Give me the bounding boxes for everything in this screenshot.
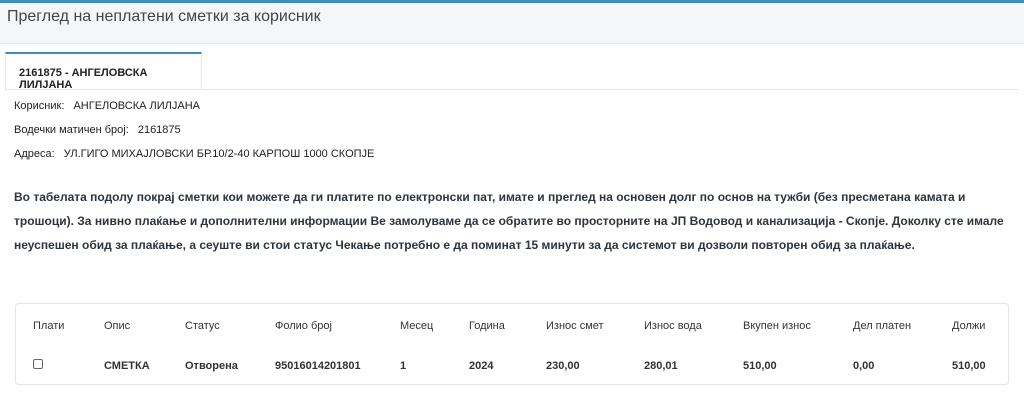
page-title: Преглед на неплатени сметки за корисник — [7, 8, 321, 25]
bills-table — [15, 303, 1009, 385]
col-header-year: Година — [469, 320, 505, 332]
col-header-paid: Дел платен — [853, 320, 912, 332]
cell-status: Отворена — [185, 360, 238, 372]
customer-address-value: УЛ.ГИГО МИХАЈЛОВСКИ БР.10/2-40 КАРПОШ 1000 СКОПЈЕ — [63, 148, 375, 160]
customer-address-label: Адреса: — [14, 148, 55, 160]
cell-desc: СМЕТКА — [104, 360, 150, 372]
cell-water: 280,01 — [644, 360, 678, 372]
cell-owed: 510,00 — [952, 360, 986, 372]
page-header — [0, 3, 1024, 44]
pay-checkbox[interactable] — [33, 359, 43, 369]
customer-name-row — [14, 100, 200, 112]
customer-address-row — [14, 148, 374, 160]
payment-notice — [14, 185, 1004, 257]
tab-customer[interactable] — [5, 52, 202, 89]
customer-name-value: АНГЕЛОВСКА ЛИЛЈАНА — [73, 100, 200, 112]
notice-line-3: неуспешен обид за плаќање, а сеуште ви стои статус Чекање потребно е да поминат 15 минути за да системот ви дозволи повторен обид за плаќање. — [14, 238, 915, 252]
col-header-owed: Должи — [952, 320, 986, 332]
cell-paid: 0,00 — [853, 360, 875, 372]
notice-line-1: Во табелата подолу покрај сметки кои можете да ги платите по електронски пат, имате и преглед на основен долг по основ на тужби (без пресметана камата и — [14, 190, 966, 204]
cell-folio: 95016014201801 — [275, 360, 361, 372]
col-header-status: Статус — [185, 320, 220, 332]
content-panel — [5, 44, 1019, 405]
col-header-folio: Фолио број — [275, 320, 332, 332]
cell-trash: 230,00 — [546, 360, 580, 372]
col-header-trash: Износ смет — [546, 320, 604, 332]
tab-bar — [5, 52, 1019, 90]
cell-month: 1 — [400, 360, 407, 372]
customer-id-row — [14, 124, 181, 136]
col-header-pay: Плати — [33, 320, 65, 332]
cell-total: 510,00 — [743, 360, 777, 372]
col-header-month: Месец — [400, 320, 434, 332]
customer-id-label: Водечки матичен број: — [14, 124, 129, 136]
col-header-water: Износ вода — [644, 320, 702, 332]
cell-year: 2024 — [469, 360, 494, 372]
tab-customer-label: 2161875 - АНГЕЛОВСКА ЛИЛЈАНА — [19, 67, 148, 91]
col-header-total: Вкупен износ — [743, 320, 811, 332]
notice-line-2: трошоци). За нивно плаќање и дополнителни информации Ве замолуваме да се обратите во просторните на ЈП Водовод и канализација - Скопје. Доколку сте имале — [14, 214, 1004, 228]
col-header-desc: Опис — [104, 320, 131, 332]
customer-id-value: 2161875 — [137, 124, 181, 136]
customer-name-label: Корисник: — [14, 100, 65, 112]
